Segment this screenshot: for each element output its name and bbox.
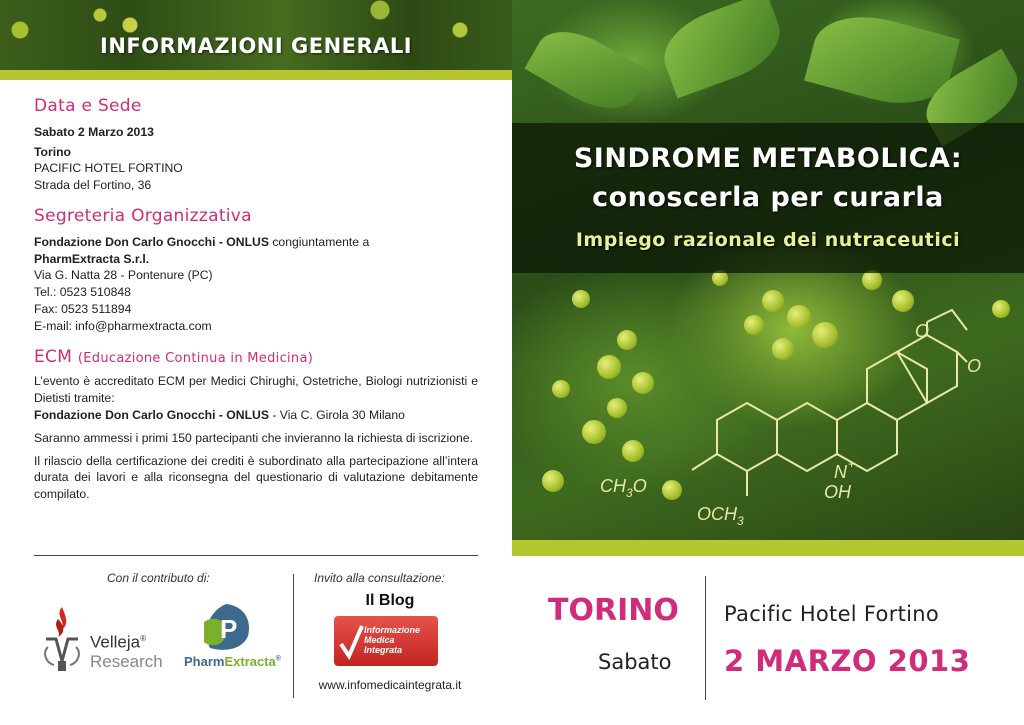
leaf-shape [524, 17, 649, 124]
info-banner [0, 0, 512, 80]
event-date: Sabato 2 Marzo 2013 [34, 124, 154, 139]
mol-ch3o [600, 476, 647, 500]
section-data-sede [34, 98, 478, 194]
mol-ch3o-sub: 3 [626, 486, 633, 500]
segreteria-email[interactable]: E-mail: info@pharmextracta.com [34, 318, 212, 333]
data-sede-heading: Data e Sede [34, 96, 142, 116]
blog-title: Il Blog [365, 592, 415, 609]
section-segreteria [34, 205, 478, 335]
ecm-p1-addr: - Via C. Girola 30 Milano [268, 407, 405, 422]
info-content [34, 98, 478, 503]
pharmextracta-leaf-icon [196, 602, 256, 654]
berry-shape [862, 270, 882, 290]
checkmark-icon [338, 622, 364, 662]
banner-title: INFORMAZIONI GENERALI [100, 34, 413, 58]
leaf-shape [654, 0, 791, 98]
ecm-heading-sub: (Educazione Continua in Medicina) [77, 350, 314, 366]
pharm-name-b: Extracta [224, 654, 276, 669]
pharmextracta-logo [182, 602, 282, 677]
cover-photo [512, 0, 1024, 540]
cover-strip [512, 540, 1024, 556]
velleja-research: Research [90, 651, 163, 671]
event-hotel: Pacific Hotel Fortino [724, 602, 940, 626]
velleja-flame-icon [40, 605, 86, 675]
segreteria-org-suffix: congiuntamente a [268, 234, 370, 249]
mol-plus: + [848, 457, 856, 471]
velleja-reg: ® [140, 634, 147, 643]
ecm-p1: L’evento è accreditato ECM per Medici Chirughi, Ostetriche, Biologi nutrizionisti e Dietisti tramite: [34, 374, 478, 406]
velleja-name-line [90, 629, 163, 652]
ecm-p1-org: Fondazione Don Carlo Gnocchi - ONLUS [34, 407, 269, 422]
segreteria-tel: Tel.: 0523 510848 [34, 285, 131, 300]
event-city-big: TORINO [548, 593, 679, 628]
mol-oh: OH [824, 482, 851, 502]
ecm-heading-main: ECM [34, 346, 73, 367]
section-ecm [34, 346, 478, 503]
event-separator [705, 576, 706, 700]
segreteria-org-line [34, 234, 478, 251]
footer-separator [293, 574, 294, 698]
footer-divider [34, 555, 478, 556]
mol-ch3o-o: O [632, 476, 647, 496]
blog-logo-line3: Integrata [364, 645, 403, 655]
mol-o1: O [915, 321, 930, 341]
pharm-reg: ® [275, 655, 281, 663]
velleja-logo [40, 605, 190, 675]
velleja-text [90, 629, 163, 671]
pharmextracta-text [184, 654, 281, 669]
mol-och3-och: OCH [697, 504, 737, 524]
blog-logo-line2: Medica [364, 635, 395, 645]
segreteria-address: Via G. Natta 28 - Pontenure (PC) [34, 268, 213, 283]
segreteria-fax: Fax: 0523 511894 [34, 301, 132, 316]
berry-shape [552, 380, 570, 398]
event-weekday: Sabato [598, 650, 672, 674]
blog-url[interactable]: www.infomedicaintegrata.it [318, 678, 462, 692]
ecm-p2: Saranno ammessi i primi 150 partecipanti che invieranno la richiesta di iscrizione. [34, 430, 473, 445]
title-line1: SINDROME METABOLICA: [573, 143, 963, 174]
ecm-heading [34, 346, 478, 368]
pharm-name-a: Pharm [184, 654, 225, 669]
title-line2: conoscerla per curarla [592, 182, 944, 213]
ecm-p3: Il rilascio della certificazione dei crediti è subordinato alla partecipazione all’intera durata dei lavori e alla riconsegna del questionario di valutazione debitamente compilato. [34, 453, 478, 502]
blog-logo-text [364, 625, 420, 655]
event-venue: PACIFIC HOTEL FORTINO [34, 161, 183, 176]
mol-ch3o-ch: CH [600, 476, 626, 496]
segreteria-org: Fondazione Don Carlo Gnocchi - ONLUS [34, 234, 269, 249]
mol-och3-sub: 3 [737, 514, 744, 528]
mol-n: N [834, 462, 847, 482]
segreteria-company: PharmExtracta S.r.l. [34, 251, 150, 266]
invite-label: Invito alla consultazione: [314, 571, 445, 585]
mol-och3 [697, 504, 744, 528]
contrib-label: Con il contributo di: [107, 571, 210, 585]
ecm-p1-org-line [34, 407, 478, 424]
event-address: Strada del Fortino, 36 [34, 178, 152, 193]
subtitle: Impiego razionale dei nutraceutici [575, 229, 961, 251]
blog-logo-line1: Informazione [364, 625, 421, 635]
event-city: Torino [34, 144, 72, 159]
velleja-name: Velleja [90, 632, 141, 652]
segreteria-heading: Segreteria Organizzativa [34, 205, 252, 226]
berry-shape [542, 470, 564, 492]
banner-strip [0, 70, 512, 80]
mol-o2: O [967, 356, 982, 376]
svg-text:P: P [220, 614, 238, 644]
blog-logo[interactable] [334, 616, 438, 666]
event-date-big: 2 MARZO 2013 [724, 644, 971, 678]
berberine-molecule-diagram [582, 300, 1022, 540]
